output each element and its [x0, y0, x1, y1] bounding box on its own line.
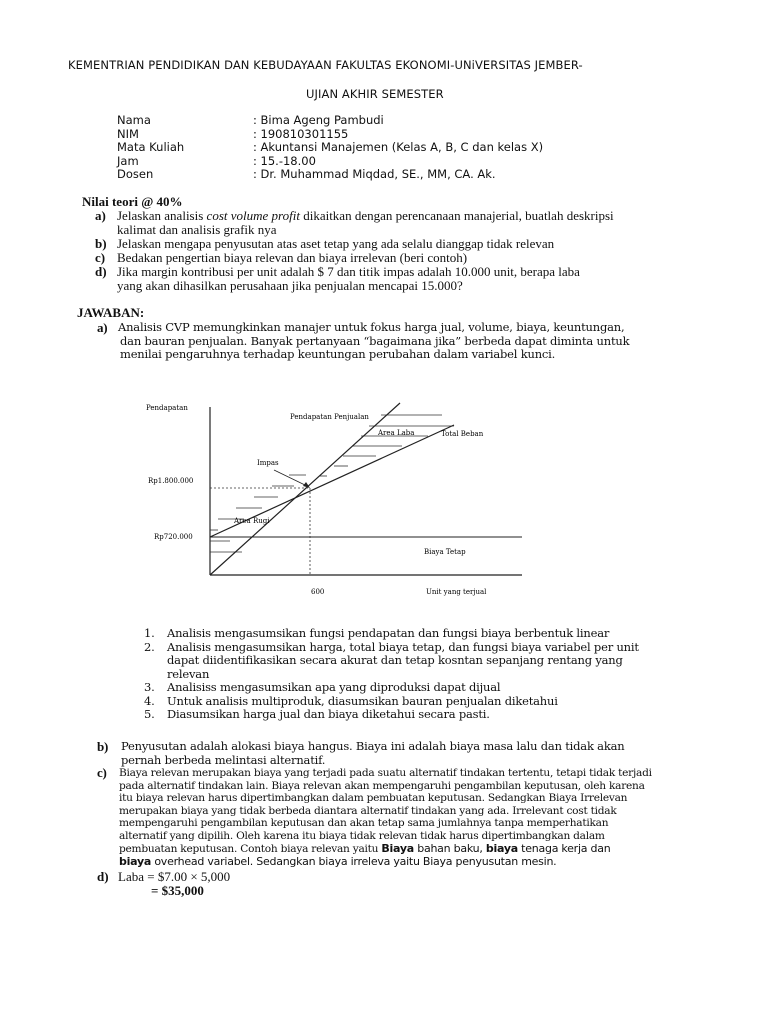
answer-c-line: Biaya relevan merupakan biaya yang terjadi pada suatu alternatif tindakan tertentu, tetapi tidak terjadi [119, 767, 652, 779]
exam-title: UJIAN AKHIR SEMESTER [306, 87, 444, 101]
question-b [95, 237, 735, 251]
info-value: : 190810301155 [253, 126, 349, 141]
answer-d-result: = $35,000 [151, 883, 204, 898]
question-a-continuation [95, 223, 735, 237]
cvp-chart [136, 393, 526, 605]
question-marker: b) [95, 236, 107, 251]
answer-b-row2 [97, 754, 737, 768]
info-label: NIM [117, 126, 139, 141]
x-axis-label: Unit yang terjual [426, 588, 487, 596]
info-label: Jam [117, 153, 139, 168]
answer-c-line: alternatif yang dipilih. Oleh karena itu biaya tidak relevan tidak harus dipertimbangkan dalam [119, 829, 605, 842]
fixed-cost-label: Biaya Tetap [424, 548, 466, 556]
answer-c-row [97, 792, 747, 805]
answer-c-line: itu biaya relevan harus dipertimbangkan dalam pembuatan keputusan. Sedangkan Biaya Irrelevan [119, 792, 628, 805]
breakeven-label: Impas [257, 459, 279, 467]
assumption-list [144, 627, 744, 722]
answer-a-line3: menilai pengaruhnya terhadap keuntungan perubahan dalam variabel kunci. [120, 347, 556, 361]
answer-c-text: bahan baku, [413, 841, 486, 855]
answer-c-bold-word: Biaya [381, 841, 414, 855]
question-d-line1: Jika margin kontribusi per unit adalah $ 7 dan titik impas adalah 10.000 unit, berapa laba [117, 264, 580, 279]
answer-b-line2: pernah berbeda melintasi alternatif. [121, 752, 326, 767]
answer-b-line1: Penyusutan adalah alokasi biaya hangus. Biaya ini adalah biaya masa lalu dan tidak akan [121, 739, 625, 753]
answer-a-line2: dan bauran penjualan. Banyak pertanyaan “bagaimana jika” berbeda dapat diminta untuk [120, 333, 630, 348]
question-d-line2: yang akan dihasilkan perusahaan jika penjualan mencapai 15.000? [117, 278, 463, 293]
loss-area-label: Area Rugi [234, 517, 270, 525]
breakeven-pointer [274, 470, 307, 486]
question-marker: a) [95, 208, 106, 223]
list-item-text: Analisis mengasumsikan harga, total biaya tetap, dan fungsi biaya variabel per unit [167, 639, 639, 654]
list-item-text: dapat diidentifikasikan secara akurat dan tetap kosntan sepanjang rentang yang [167, 653, 623, 667]
answer-d-formula: Laba = $7.00 × 5,000 [118, 869, 231, 884]
answer-c-row [97, 817, 747, 830]
y-tick-label-low: Rp720.000 [154, 533, 193, 541]
list-item [144, 681, 744, 695]
institution-header: KEMENTRIAN PENDIDIKAN DAN KEBUDAYAAN FAKULTAS EKONOMI-UNiVERSITAS JEMBER- [68, 58, 583, 72]
profit-area-hatching [320, 415, 454, 476]
answer-c-line: pada alternatif tindakan lain. Biaya relevan akan mempengaruhi pengambilan keputusan, oleh karena [119, 779, 645, 792]
info-label: Mata Kuliah [117, 140, 185, 154]
answer-c-row [97, 856, 747, 869]
question-d [95, 265, 735, 279]
question-marker: d) [95, 264, 107, 279]
questions-title: Nilai teori @ 40% [82, 194, 183, 209]
loss-area-hatching [210, 475, 306, 552]
question-c-text: Bedakan pengertian biaya relevan dan biaya irrelevan (beri contoh) [117, 250, 468, 265]
answer-c-text: overhead variabel. Sedangkan biaya irreleva yaitu Biaya penyusutan mesin. [151, 854, 557, 868]
question-a-post: dikaitkan dengan perencanaan manajerial, buatlah deskripsi [299, 208, 614, 223]
info-label: Nama [117, 113, 151, 127]
list-item-text: relevan [167, 666, 210, 681]
answer-a [97, 321, 737, 362]
question-a-line2: kalimat dan analisis grafik nya [117, 222, 277, 237]
question-a-pre: Jelaskan analisis [117, 208, 207, 223]
question-a [95, 209, 735, 223]
answer-marker: b) [97, 739, 109, 754]
profit-area-label: Area Laba [378, 429, 415, 437]
list-item-text: Analisiss mengasumsikan apa yang diproduksi dapat dijual [167, 680, 501, 694]
answer-c-row [97, 767, 747, 780]
answer-marker: a) [97, 320, 108, 335]
list-item-text: Diasumsikan harga jual dan biaya diketahui secara pasti. [167, 707, 490, 721]
list-item-continuation [144, 654, 744, 668]
answer-c-row [97, 805, 747, 818]
answer-marker: c) [97, 765, 107, 780]
info-value: : Bima Ageng Pambudi [253, 113, 384, 127]
list-item [144, 641, 744, 655]
answer-c-line: mempengaruhi pengambilan keputusan dan akan tetap sama jumlahnya tanpa memperhatikan [119, 817, 609, 830]
list-item-number: 3. [144, 680, 155, 694]
answer-b [97, 740, 737, 767]
x-tick-label: 600 [311, 588, 325, 596]
list-item-continuation [144, 668, 744, 682]
total-cost-label: Total Beban [441, 430, 484, 438]
answer-c-row [97, 780, 747, 793]
answer-a-row1 [97, 321, 737, 335]
answer-a-row3 [97, 348, 737, 362]
question-c [95, 251, 735, 265]
list-item-number: 2. [144, 639, 155, 654]
question-list [95, 209, 735, 293]
question-b-text: Jelaskan mengapa penyusutan atas aset tetap yang ada selalu dianggap tidak relevan [117, 236, 555, 251]
info-value: : Dr. Muhammad Miqdad, SE., MM, CA. Ak. [253, 167, 496, 181]
answer-c-bold-word: biaya [119, 854, 152, 868]
answer-b-row1 [97, 740, 737, 754]
list-item-number: 5. [144, 707, 155, 721]
answers-title: JAWABAN: [77, 305, 145, 320]
answer-c-bold-word: biaya [485, 841, 518, 855]
question-marker: c) [95, 250, 106, 265]
info-value: : 15.-18.00 [253, 153, 316, 168]
answer-c [97, 767, 747, 869]
question-d-continuation [95, 279, 735, 293]
list-item [144, 627, 744, 641]
answer-d [97, 870, 497, 898]
answer-marker: d) [97, 869, 109, 884]
answer-c-text: pembuatan keputusan. Contoh biaya relevan yaitu [119, 842, 382, 855]
list-item-text: Untuk analisis multiproduk, diasumsikan bauran penjualan diketahui [167, 693, 558, 708]
answer-c-line: merupakan biaya yang tidak berbeda diantara alternatif tindakan yang ada. Irrelevant cost tidak [119, 804, 617, 817]
y-axis-label: Pendapatan [146, 404, 188, 412]
series-line-revenue [210, 403, 400, 575]
list-item [144, 708, 744, 722]
list-item [144, 695, 744, 709]
list-item-number: 4. [144, 693, 155, 708]
answer-c-line-examples [119, 843, 610, 856]
answer-a-row2 [97, 335, 737, 349]
answer-d-row1 [97, 870, 497, 884]
answer-c-text: tenaga kerja dan [517, 841, 611, 855]
y-tick-label-high: Rp1.800.000 [148, 477, 194, 485]
answer-a-line1: Analisis CVP memungkinkan manajer untuk fokus harga jual, volume, biaya, keuntungan, [118, 320, 625, 334]
answer-c-line-final [119, 856, 556, 869]
list-item-text: Analisis mengasumsikan fungsi pendapatan dan fungsi biaya berbentuk linear [167, 626, 610, 640]
info-value: : Akuntansi Manajemen (Kelas A, B, C dan kelas X) [253, 140, 544, 154]
answer-d-row2 [97, 884, 497, 898]
question-a-emphasis: cost volume profit [206, 208, 300, 223]
info-label: Dosen [117, 167, 154, 181]
question-a-text [117, 209, 614, 223]
list-item-number: 1. [144, 626, 155, 640]
revenue-label: Pendapatan Penjualan [290, 413, 369, 421]
